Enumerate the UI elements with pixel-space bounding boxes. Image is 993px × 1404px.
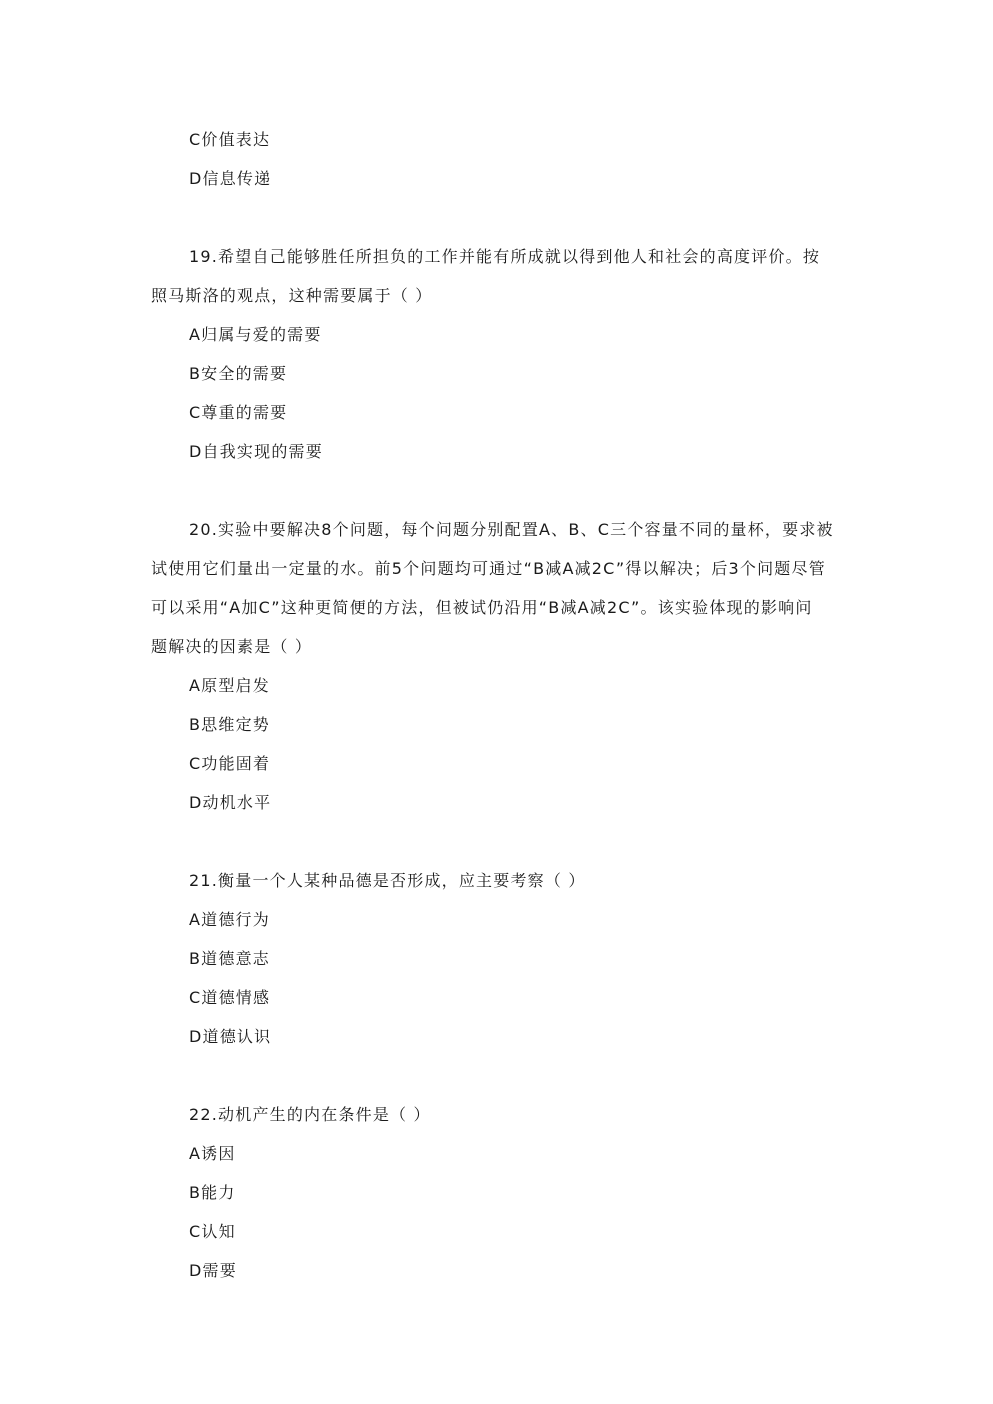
question-21-option-d: D道德认识 [189, 1027, 272, 1046]
question-20-option-c: C功能固着 [189, 754, 271, 773]
question-20-option-d: D动机水平 [189, 793, 272, 812]
question-19-option-a: A归属与爱的需要 [189, 325, 322, 344]
question-21-option-b: B道德意志 [189, 949, 270, 968]
option-d-prev: D信息传递 [189, 169, 272, 188]
question-19-option-b: B安全的需要 [189, 364, 288, 383]
question-19-text-cont: 照马斯洛的观点，这种需要属于（ ） [151, 286, 433, 305]
question-22-text: 22.动机产生的内在条件是（ ） [189, 1105, 431, 1124]
question-20-text: 20.实验中要解决8个问题，每个问题分别配置A、B、C三个容量不同的量杯，要求被 [189, 520, 834, 539]
question-20-text-cont-1: 试使用它们量出一定量的水。前5个问题均可通过“B减A减2C”得以解决；后3个问题尽管 [151, 559, 826, 578]
question-19-option-c: C尊重的需要 [189, 403, 288, 422]
question-21-option-c: C道德情感 [189, 988, 271, 1007]
question-20-text-cont-3: 题解决的因素是（ ） [151, 637, 313, 656]
question-19-text: 19.希望自己能够胜任所担负的工作并能有所成就以得到他人和社会的高度评价。按 [189, 247, 821, 266]
question-20-option-a: A原型启发 [189, 676, 270, 695]
question-20-option-b: B思维定势 [189, 715, 270, 734]
question-21-text: 21.衡量一个人某种品德是否形成，应主要考察（ ） [189, 871, 586, 890]
question-20-text-cont-2: 可以采用“A加C”这种更简便的方法，但被试仍沿用“B减A减2C”。该实验体现的影响问 [151, 598, 813, 617]
question-22-option-a: A诱因 [189, 1144, 236, 1163]
option-c-prev: C价值表达 [189, 130, 271, 149]
question-22-option-d: D需要 [189, 1261, 237, 1280]
question-19-option-d: D自我实现的需要 [189, 442, 323, 461]
question-22-option-b: B能力 [189, 1183, 236, 1202]
question-22-option-c: C认知 [189, 1222, 236, 1241]
question-21-option-a: A道德行为 [189, 910, 270, 929]
